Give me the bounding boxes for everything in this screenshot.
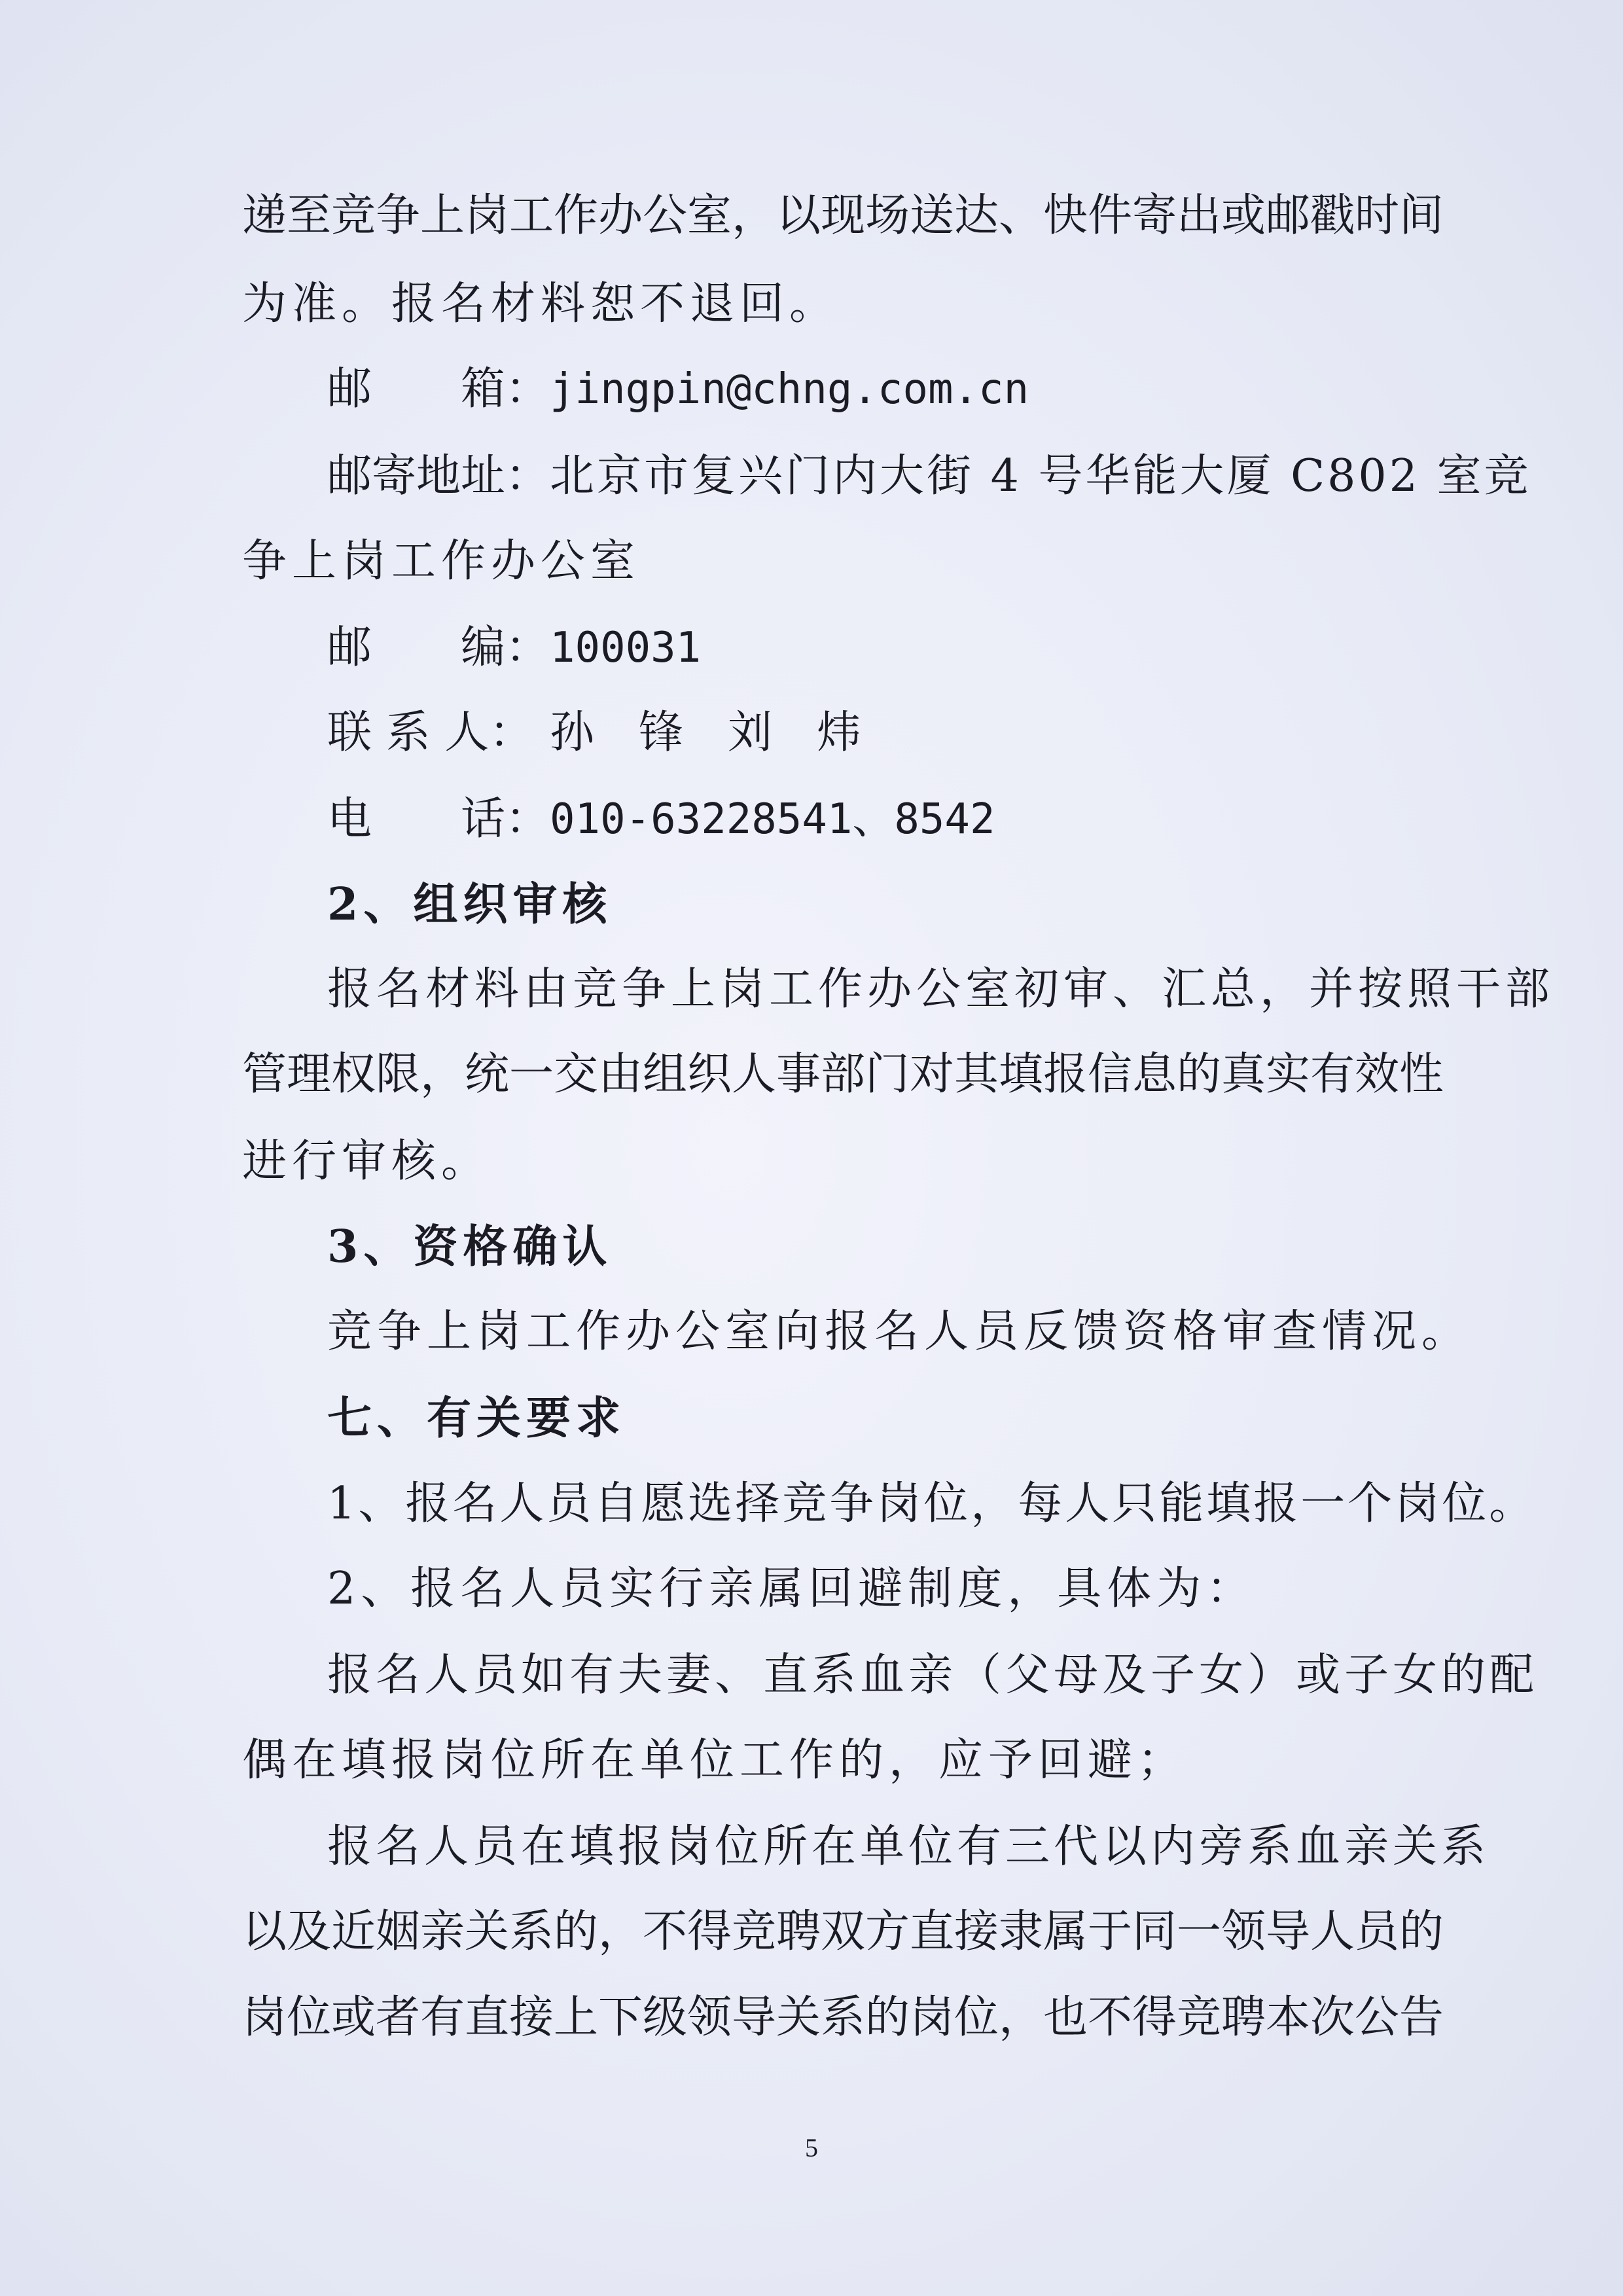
paragraph-line: 以及近姻亲关系的，不得竞聘双方直接隶属于同一领导人员的: [242, 1906, 1444, 1958]
email-value: jingpin@chng.com.cn: [550, 365, 1029, 414]
paragraph-line: 偶在填报岗位所在单位工作的，应予回避；: [242, 1734, 1188, 1786]
section-heading: 2、组织审核: [327, 878, 613, 931]
section-heading: 七、有关要求: [327, 1392, 626, 1444]
paragraph-line: 报名材料由竞争上岗工作办公室初审、汇总，并按照干部: [327, 963, 1555, 1015]
address-value-continued: 争上岗工作办公室: [242, 535, 641, 587]
phone-label: 电 话：: [327, 793, 550, 845]
paragraph-line: 进行审核。: [242, 1136, 491, 1187]
page-number: 5: [805, 2133, 818, 2162]
paragraph-line: 递至竞争上岗工作办公室，以现场送达、快件寄出或邮戳时间: [242, 190, 1444, 242]
paragraph-line: 2、报名人员实行亲属回避制度，具体为：: [327, 1563, 1257, 1615]
paragraph-line: 岗位或者有直接上下级领导关系的岗位，也不得竞聘本次公告: [242, 1992, 1444, 2043]
postcode-value: 100031: [550, 624, 702, 672]
paragraph-line: 报名人员在填报岗位所在单位有三代以内旁系血亲关系: [327, 1821, 1490, 1873]
paragraph-line: 为准。报名材料恕不退回。: [242, 278, 840, 330]
paragraph-line: 报名人员如有夫妻、直系血亲（父母及子女）或子女的配: [327, 1649, 1539, 1701]
email-label: 邮 箱：: [327, 363, 550, 415]
section-heading: 3、资格确认: [327, 1221, 613, 1273]
contact-value: 孙 锋 刘 炜: [550, 707, 862, 759]
contact-label: 联 系 人：: [327, 707, 534, 759]
postcode-label: 邮 编：: [327, 622, 550, 673]
address-value: 北京市复兴门内大街 4 号华能大厦 C802 室竞: [550, 450, 1531, 502]
paragraph-line: 竞争上岗工作办公室向报名人员反馈资格审查情况。: [327, 1306, 1472, 1357]
paragraph-line: 管理权限，统一交由组织人事部门对其填报信息的真实有效性: [242, 1049, 1444, 1100]
paragraph-line: 1、报名人员自愿选择竞争岗位，每人只能填报一个岗位。: [327, 1478, 1537, 1530]
phone-value: 010-63228541、8542: [550, 795, 995, 844]
address-label: 邮寄地址：: [327, 450, 550, 502]
